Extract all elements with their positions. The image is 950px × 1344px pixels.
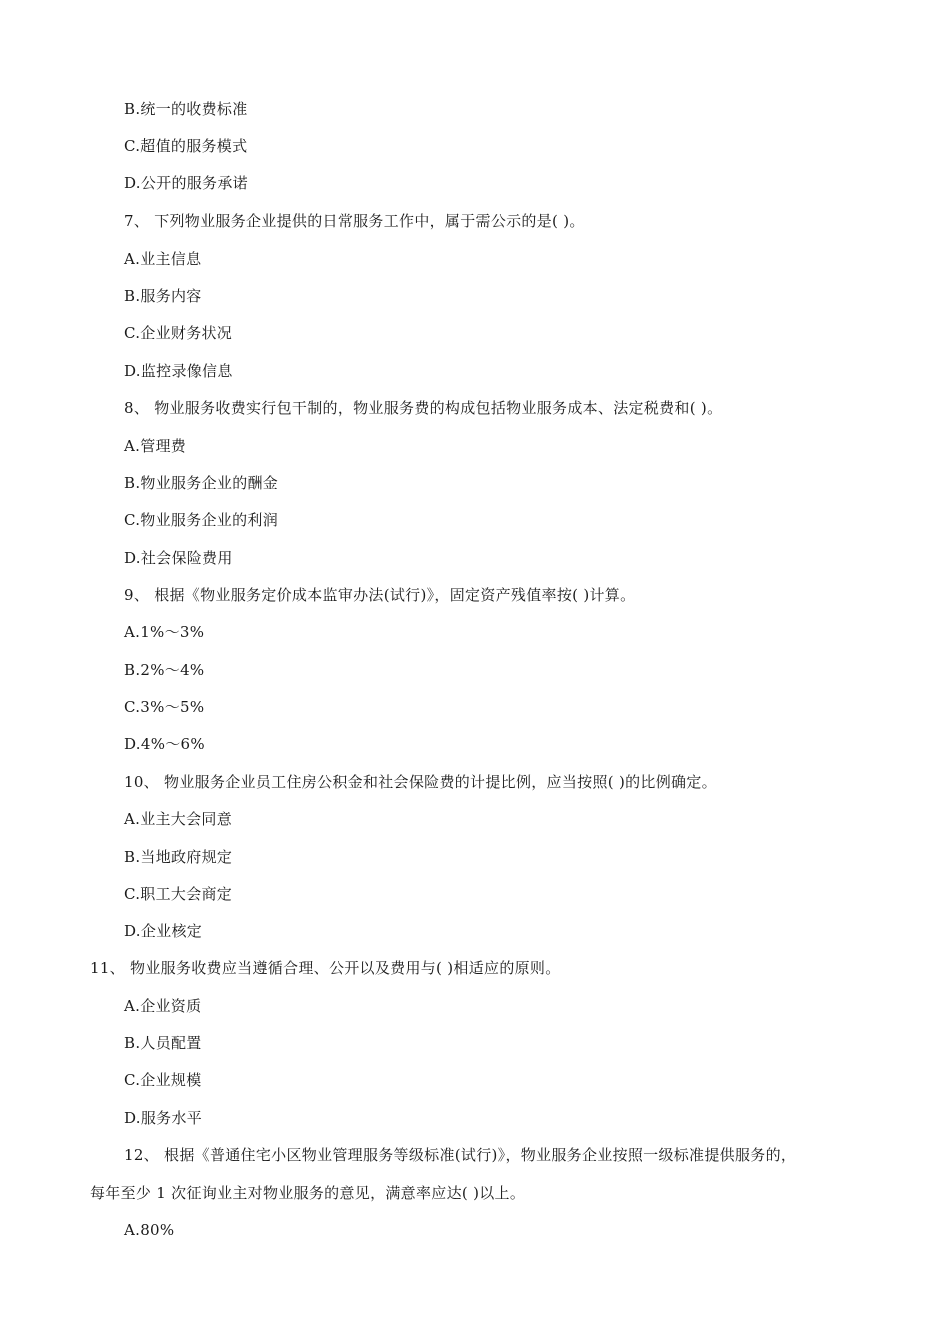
- q10-option-a: A.业主大会同意: [124, 810, 233, 828]
- question-12-continued: 每年至少 1 次征询业主对物业服务的意见，满意率应达( )以上。: [90, 1184, 526, 1202]
- q10-option-d: D.企业核定: [124, 922, 203, 940]
- q9-option-b: B.2%～4%: [124, 661, 205, 679]
- q8-option-c: C.物业服务企业的利润: [124, 511, 279, 529]
- q12-option-a: A.80%: [124, 1221, 175, 1239]
- q11-option-d: D.服务水平: [124, 1109, 203, 1127]
- question-12: 12、 根据《普通住宅小区物业管理服务等级标准(试行)》，物业服务企业按照一级标准提供服务的，: [124, 1146, 797, 1164]
- q7-option-b: B.服务内容: [124, 287, 202, 305]
- question-7: 7、 下列物业服务企业提供的日常服务工作中，属于需公示的是( )。: [124, 212, 585, 230]
- question-8: 8、 物业服务收费实行包干制的，物业服务费的构成包括物业服务成本、法定税费和( )。: [124, 399, 723, 417]
- q10-option-c: C.职工大会商定: [124, 885, 233, 903]
- q9-option-a: A.1%～3%: [124, 623, 205, 641]
- q11-option-c: C.企业规模: [124, 1071, 202, 1089]
- q9-option-d: D.4%～6%: [124, 735, 205, 753]
- q8-option-b: B.物业服务企业的酬金: [124, 474, 279, 492]
- q11-option-a: A.企业资质: [124, 997, 202, 1015]
- q7-option-c: C.企业财务状况: [124, 324, 233, 342]
- question-10: 10、 物业服务企业员工住房公积金和社会保险费的计提比例，应当按照( )的比例确定。: [124, 773, 717, 791]
- q6-option-d: D.公开的服务承诺: [124, 174, 248, 192]
- q11-option-b: B.人员配置: [124, 1034, 202, 1052]
- question-11: 11、 物业服务收费应当遵循合理、公开以及费用与( )相适应的原则。: [90, 959, 561, 977]
- q6-option-b: B.统一的收费标准: [124, 100, 248, 118]
- question-9: 9、 根据《物业服务定价成本监审办法(试行)》，固定资产残值率按( )计算。: [124, 586, 636, 604]
- q9-option-c: C.3%～5%: [124, 698, 205, 716]
- q10-option-b: B.当地政府规定: [124, 848, 233, 866]
- q7-option-d: D.监控录像信息: [124, 362, 233, 380]
- q8-option-d: D.社会保险费用: [124, 549, 233, 567]
- q7-option-a: A.业主信息: [124, 250, 202, 268]
- q8-option-a: A.管理费: [124, 437, 187, 455]
- q6-option-c: C.超值的服务模式: [124, 137, 248, 155]
